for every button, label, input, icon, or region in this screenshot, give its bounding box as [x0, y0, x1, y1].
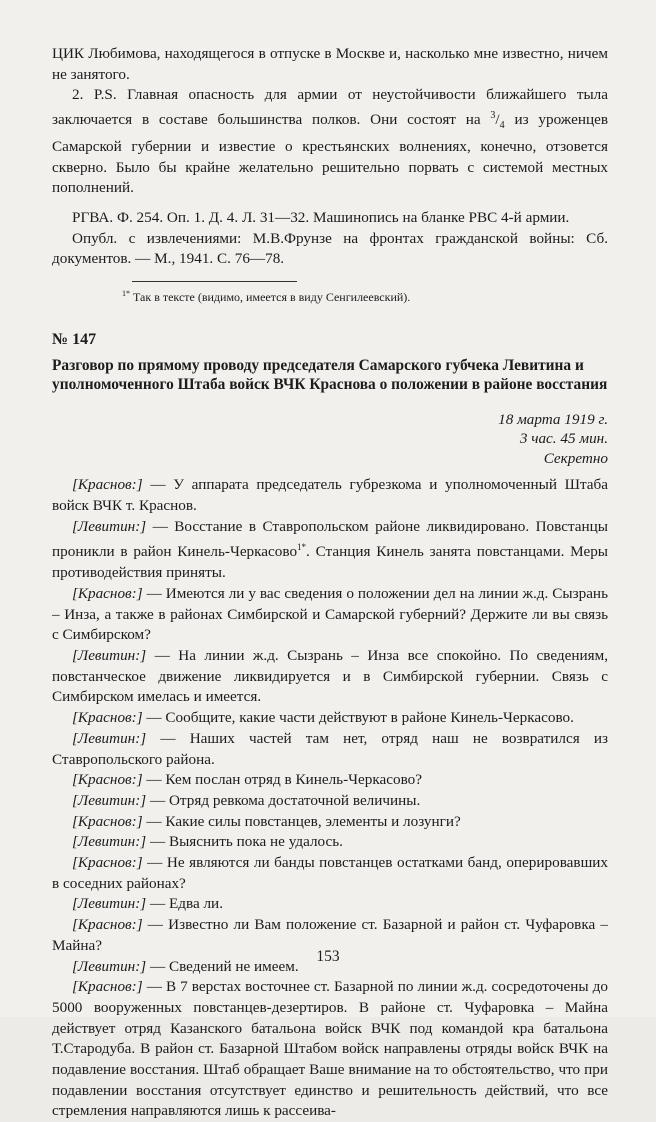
dialogue-turn: [Левитин:] — Отряд ревкома достаточной величины.: [72, 791, 421, 809]
dialogue: [52, 475, 608, 1122]
dialogue-turn: [Краснов:] — Не являются ли банды повстанцев остатками банд, оперировавших в соседних районах?: [52, 854, 608, 892]
document-classification: Секретно: [543, 449, 608, 467]
continued-paragraph: ЦИК Любимова, находящегося в отпуске в Москве и, насколько мне известно, ничем не занятого.: [52, 45, 608, 83]
dialogue-turn: [Краснов:] — Имеются ли у вас сведения о положении дел на линии ж.д. Сызрань – Инза, а также в районах Симбирской и Самарской губерний? Держите ли вы связь с Симбирском?: [52, 584, 608, 644]
dialogue-turn: [Левитин:] — Наших частей там нет, отряд наш не возвратился из Ставропольского района.: [52, 729, 608, 768]
document-time: 3 час. 45 мин.: [519, 430, 608, 448]
document-meta: [52, 410, 608, 469]
page-number: 153: [316, 948, 340, 965]
dialogue-turn: [Краснов:] — Кем послан отряд в Кинель-Черкасово?: [72, 771, 422, 789]
ps-paragraph: 2. P.S. Главная опасность для армии от неустойчивости ближайшего тыла заключается в составе большинства полков. Они состоят на $^3/_4$ из уроженцев Самарской губернии и известие о крестьянских волнениях, конечно, отзовется скверно. Было бы крайне желательно решительно порвать с системой местных пополнений.: [52, 86, 608, 197]
archive-reference: РГВА. Ф. 254. Оп. 1. Д. 4. Л. 31—32. Машинопись на бланке РВС 4-й армии.: [72, 209, 570, 227]
publication-reference: Опубл. с извлечениями: М.В.Фрунзе на фронтах гражданской войны: Сб. документов. — М., 1941. С. 76—78.: [52, 229, 608, 268]
dialogue-turn: [Краснов:] — В 7 верстах восточнее ст. Базарной по линии ж.д. сосредоточены до 5000 вооруженных повстанцев-дезертиров. В районе ст. Чуфаровка – Майна действует отряд Казанского батальона войск ВЧК под командой кра батальона Т.Стародуба. В район ст. Базарной Штабом войск направлены отряды войск ВЧК на подавление восстания. Штаб обращает Ваше внимание на то обстоятельство, что при подавлении восстания отсутствует единство и решительность действий, что все стремления направляются лишь к рассеива-: [52, 978, 608, 1120]
dialogue-turn: [Краснов:] — У аппарата председатель губрезкома и уполномоченный Штаба войск ВЧК т. Краснов.: [52, 476, 608, 515]
document-number: № 147: [52, 331, 97, 349]
dialogue-turn: [Левитин:] — На линии ж.д. Сызрань – Инза все спокойно. По сведениям, повстанческое движение ликвидируется и в Симбирской губернии. Связь с Симбирском имелась и имеется.: [52, 647, 608, 706]
dialogue-turn: [Левитин:] — Восстание в Ставропольском районе ликвидировано. Повстанцы проникли в район Кинель-Черкасово$^{1*}$. Станция Кинель занята повстанцами. Меры противодействия приняты.: [52, 517, 608, 582]
document-date: 18 марта 1919 г.: [498, 410, 608, 428]
footnote: $^{1*}$ Так в тексте (видимо, имеется в виду Сенгилеевский).: [122, 289, 411, 305]
document-title: Разговор по прямому проводу председателя Самарского губчека Левитина и уполномоченного Штаба войск ВЧК Краснова о положении в районе восстания: [52, 356, 608, 393]
dialogue-turn: [Краснов:] — Сообщите, какие части действуют в районе Кинель-Черкасово.: [72, 709, 574, 727]
dialogue-turn: [Левитин:] — Выяснить пока не удалось.: [72, 833, 343, 851]
dialogue-turn: [Левитин:] — Сведений не имеем.: [72, 957, 299, 975]
dialogue-turn: [Краснов:] — Какие силы повстанцев, элементы и лозунги?: [72, 812, 461, 830]
dialogue-turn: [Краснов:] — Известно ли Вам положение ст. Базарной и район ст. Чуфаровка – Майна?: [52, 916, 608, 954]
dialogue-turn: [Левитин:] — Едва ли.: [72, 895, 223, 913]
footnote-divider: [132, 281, 297, 282]
